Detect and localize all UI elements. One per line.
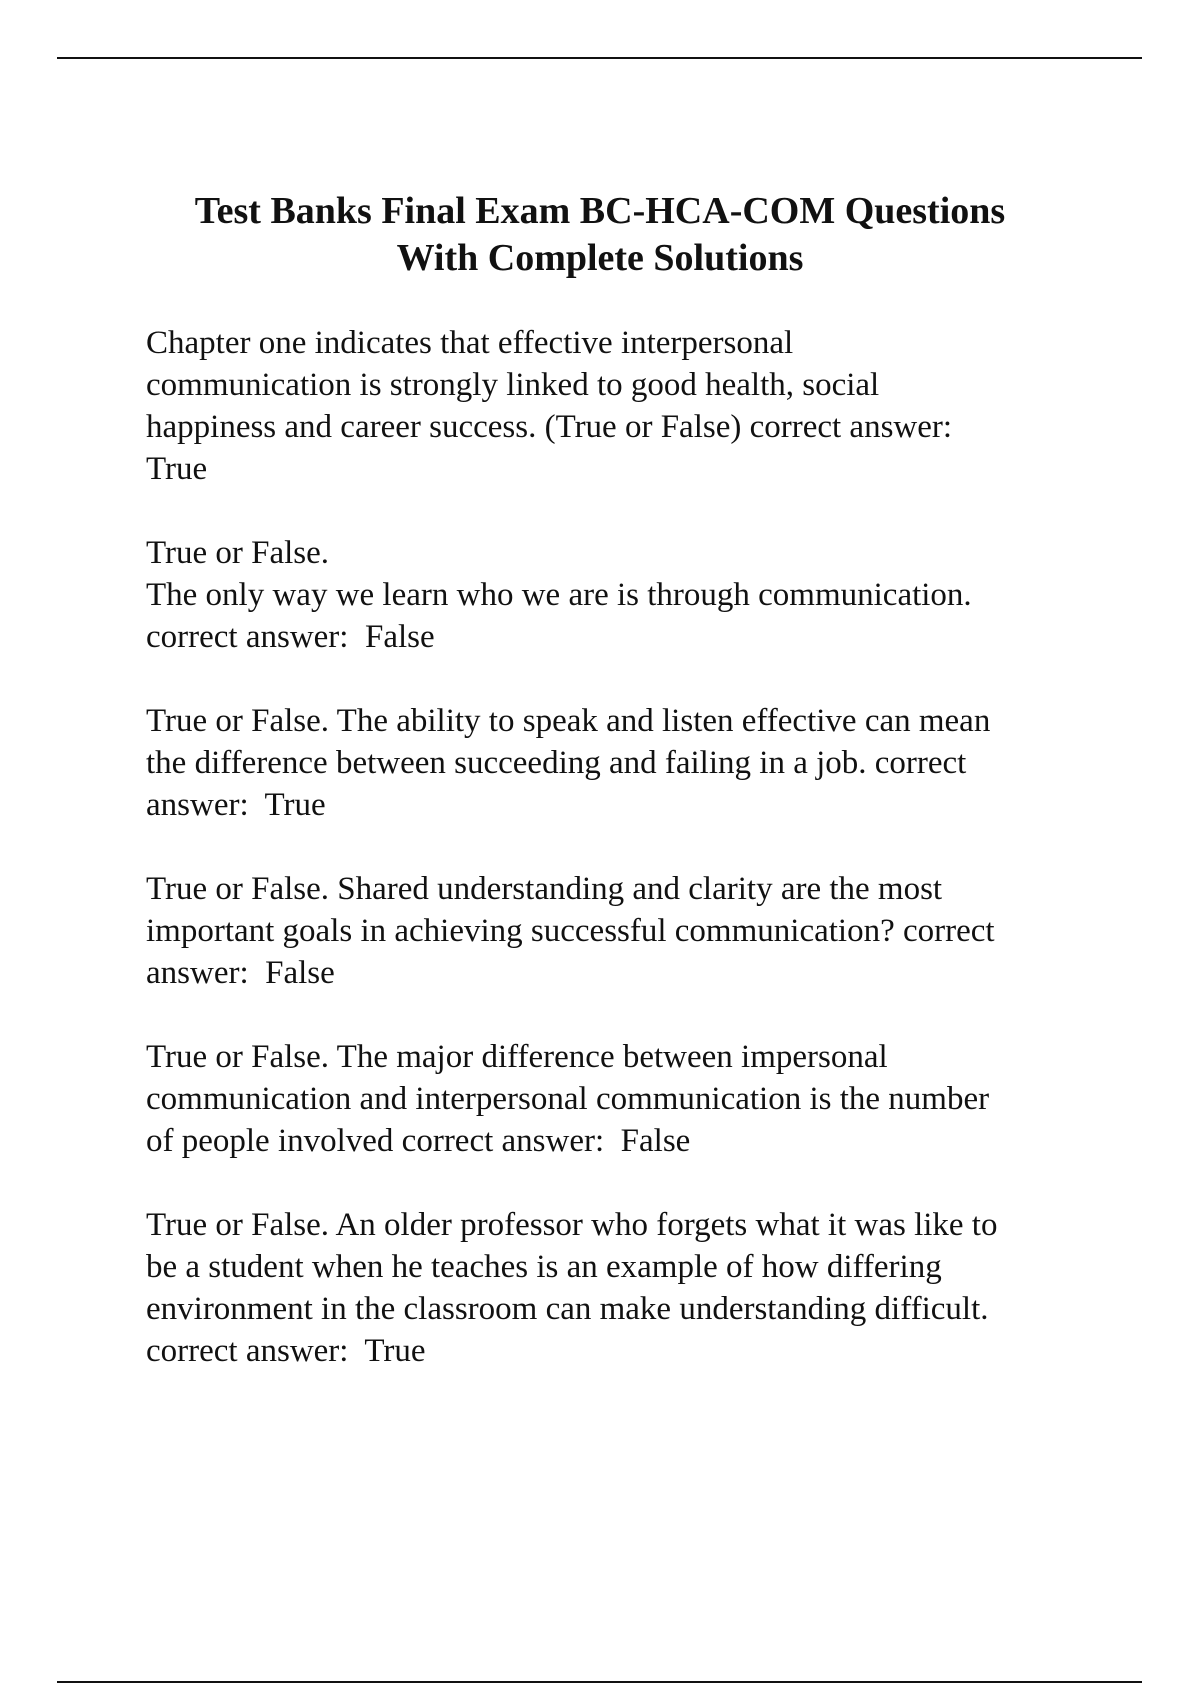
question-text-line: important goals in achieving successful communication? correct <box>146 913 995 949</box>
question-text-line: the difference between succeeding and failing in a job. correct <box>146 745 967 781</box>
question-text-line: happiness and career success. (True or False) correct answer: <box>146 409 953 445</box>
question-text-line: environment in the classroom can make understanding difficult. <box>146 1291 989 1327</box>
question-item-3 <box>146 700 1106 826</box>
question-text-line: Chapter one indicates that effective interpersonal <box>146 325 794 361</box>
question-text-line: True or False. The ability to speak and listen effective can mean <box>146 703 991 739</box>
answer-text-line: True <box>146 451 208 487</box>
question-item-6 <box>146 1204 1106 1372</box>
question-list <box>146 322 1106 1414</box>
question-text-line: True or False. Shared understanding and clarity are the most <box>146 871 943 907</box>
footer-rule <box>57 1681 1142 1683</box>
title-line-1: Test Banks Final Exam BC-HCA-COM Questions <box>194 190 1006 232</box>
document-title <box>120 188 1080 282</box>
answer-text-line: correct answer: True <box>146 1333 426 1369</box>
header-rule <box>57 57 1142 59</box>
title-line-2: With Complete Solutions <box>396 237 804 279</box>
question-text-line: communication is strongly linked to good health, social <box>146 367 880 403</box>
question-text-line: True or False. The major difference between impersonal <box>146 1039 888 1075</box>
answer-text-line: answer: True <box>146 787 326 823</box>
answer-text-line: correct answer: False <box>146 619 435 655</box>
question-text-line: True or False. An older professor who forgets what it was like to <box>146 1207 998 1243</box>
question-item-2 <box>146 532 1106 658</box>
question-text-line: communication and interpersonal communication is the number <box>146 1081 990 1117</box>
question-item-5 <box>146 1036 1106 1162</box>
answer-text-line: of people involved correct answer: False <box>146 1123 691 1159</box>
question-text-line: be a student when he teaches is an example of how differing <box>146 1249 942 1285</box>
question-item-4 <box>146 868 1106 994</box>
question-text-line: True or False. <box>146 535 330 571</box>
answer-text-line: answer: False <box>146 955 335 991</box>
question-text-line: The only way we learn who we are is through communication. <box>146 577 972 613</box>
question-item-1 <box>146 322 1106 490</box>
